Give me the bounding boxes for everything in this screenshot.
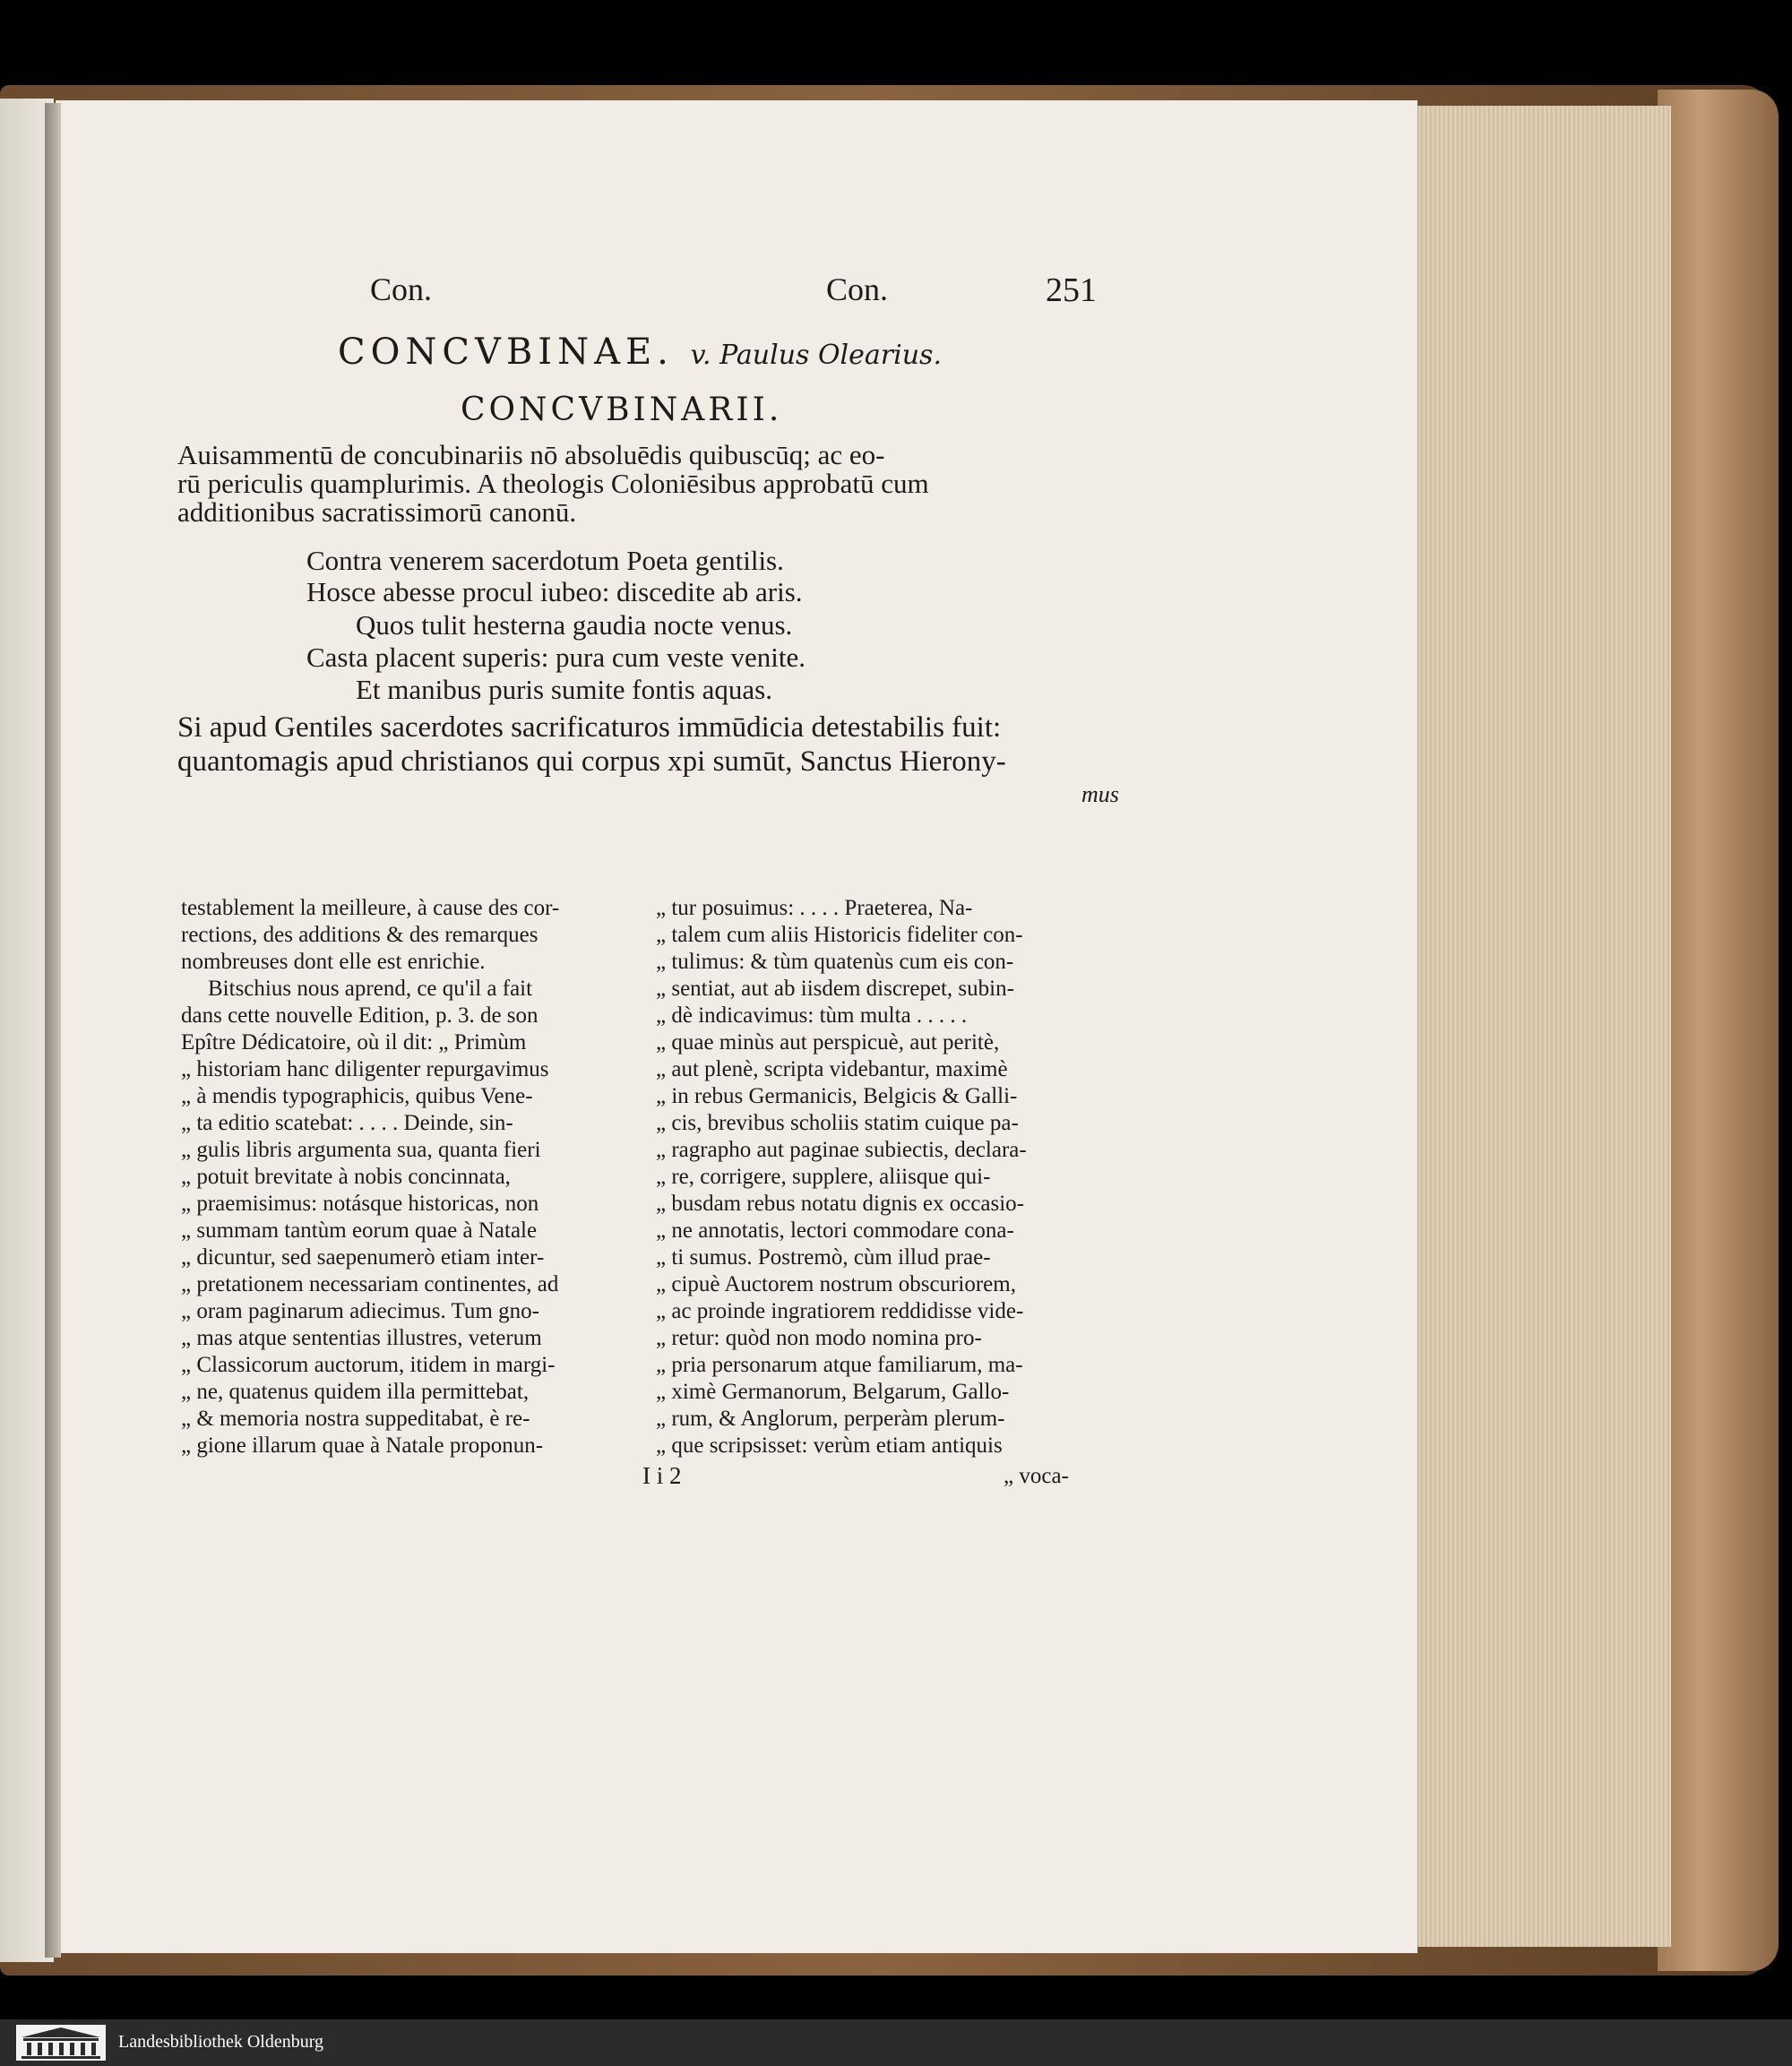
left-column-line: „ potuit brevitate à nobis concinnata, [181, 1165, 511, 1189]
right-column-line: „ cipuè Auctorem nostrum obscuriorem, [656, 1272, 1016, 1296]
entry-title-reference: v. Paulus Olearius. [690, 340, 942, 371]
left-column-line: „ oram paginarum adiecimus. Tum gno- [181, 1299, 539, 1323]
entry-title-text: CONCVBINAE. [338, 331, 674, 373]
right-column-line: „ ne annotatis, lectori commodare cona- [656, 1218, 1014, 1243]
right-column-line: „ pria personarum atque familiarum, ma- [656, 1353, 1023, 1377]
poem-line: Hosce abesse procul iubeo: discedite ab aris. [306, 576, 803, 607]
right-column-line: „ tulimus: & tùm quatenùs cum eis con- [656, 950, 1014, 974]
left-column-line: Bitschius nous aprend, ce qu'il a fait [208, 977, 533, 1001]
left-column-line: rections, des additions & des remarques [181, 923, 538, 947]
library-name: Landesbibliothek Oldenburg [118, 2032, 324, 2052]
signature-mark: I i 2 [642, 1462, 682, 1489]
book-gutter [45, 103, 61, 1958]
right-column-line: „ sentiat, aut ab iisdem discrepet, subin- [656, 977, 1014, 1001]
left-column-line: „ pretationem necessariam continentes, ad [181, 1272, 559, 1296]
left-column-line: „ ne, quatenus quidem illa permittebat, [181, 1380, 530, 1404]
entry-title-concubinarii: CONCVBINARII. [461, 392, 783, 428]
page-number: 251 [1046, 271, 1097, 309]
right-column-line: „ que scripsisset: verùm etiam antiquis [656, 1433, 1003, 1458]
poem-line: Casta placent superis: pura cum veste venite. [306, 641, 806, 673]
poem-line: Contra venerem sacerdotum Poeta gentilis. [306, 545, 784, 576]
left-column-line: „ Classicorum auctorum, itidem in margi- [181, 1353, 556, 1377]
right-column-line: „ busdam rebus notatu dignis ex occasio- [656, 1192, 1025, 1216]
poem-line: Quos tulit hesterna gaudia nocte venus. [356, 609, 793, 641]
left-column-line: „ dicuntur, sed saepenumerò etiam inter- [181, 1245, 545, 1270]
running-head-center: Con. [826, 271, 889, 307]
right-column-line: „ ximè Germanorum, Belgarum, Gallo- [656, 1380, 1010, 1404]
right-column-line: „ ac proinde ingratiorem reddidisse vide- [656, 1299, 1024, 1323]
left-column-line: „ gione illarum quae à Natale proponun- [181, 1433, 544, 1458]
intro-line: additionibus sacratissimorū canonū. [177, 496, 577, 528]
left-column-line: „ historiam hanc diligenter repurgavimus [181, 1057, 549, 1081]
paragraph-line: Si apud Gentiles sacerdotes sacrificaturos immūdicia detestabilis fuit: [177, 711, 1002, 744]
left-column-line: nombreuses dont elle est enrichie. [181, 950, 486, 974]
running-head-left: Con. [370, 271, 433, 307]
right-column-line: „ talem cum aliis Historicis fideliter con- [656, 923, 1023, 947]
left-column-line: „ gulis libris argumenta sua, quanta fieri [181, 1138, 541, 1162]
library-building-icon [16, 2025, 106, 2061]
poem-line: Et manibus puris sumite fontis aquas. [356, 674, 772, 705]
intro-line: rū periculis quamplurimis. A theologis Coloniēsibus approbatū cum [177, 468, 929, 499]
right-column-line: „ rum, & Anglorum, perperàm plerum- [656, 1407, 1005, 1431]
right-column-line: „ cis, brevibus scholiis statim cuique pa- [656, 1111, 1019, 1135]
right-column-line: „ tur posuimus: . . . . Praeterea, Na- [656, 896, 973, 920]
footer-bar [0, 2019, 1792, 2066]
book-page [56, 100, 1417, 1953]
right-column-line: „ re, corrigere, supplere, aliisque qui- [656, 1165, 991, 1189]
left-column-line: „ praemisimus: notásque historicas, non [181, 1192, 539, 1216]
right-column-line: „ ti sumus. Postremò, cùm illud prae- [656, 1245, 991, 1270]
right-column-line: „ in rebus Germanicis, Belgicis & Galli- [656, 1084, 1018, 1108]
left-column-line: dans cette nouvelle Edition, p. 3. de son [181, 1003, 538, 1028]
left-column-line: testablement la meilleure, à cause des cor- [181, 896, 560, 920]
left-column-line: „ mas atque sententias illustres, veterum [181, 1326, 542, 1350]
left-column-line: „ ta editio scatebat: . . . . Deinde, sin- [181, 1111, 513, 1135]
right-column-line: „ dè indicavimus: tùm multa . . . . . [656, 1003, 968, 1028]
right-column-line: „ ragrapho aut paginae subiectis, declara- [656, 1138, 1027, 1162]
paragraph-line: mus [1081, 781, 1119, 807]
left-column-line: „ summam tantùm eorum quae à Natale [181, 1218, 538, 1243]
intro-line: Auisammentū de concubinariis nō absoluēdis quibuscūq; ac eo- [177, 439, 885, 470]
right-column-line: „ aut plenè, scripta videbantur, maximè [656, 1057, 1008, 1081]
left-column-line: „ & memoria nostra suppeditabat, è re- [181, 1407, 530, 1431]
left-column-line: Epître Dédicatoire, où il dit: „ Primùm [181, 1030, 527, 1055]
right-column-line: „ retur: quòd non modo nomina pro- [656, 1326, 982, 1350]
entry-title-concubinae [338, 331, 942, 373]
page-block-edges [1416, 106, 1671, 1947]
catchword: „ voca- [1004, 1464, 1069, 1488]
paragraph-line: quantomagis apud christianos qui corpus xpi sumūt, Sanctus Hierony- [177, 745, 1006, 778]
left-column-line: „ à mendis typographicis, quibus Vene- [181, 1084, 533, 1108]
right-column-line: „ quae minùs aut perspicuè, aut peritè, [656, 1030, 1000, 1055]
book-cover-edge [1658, 90, 1779, 1971]
